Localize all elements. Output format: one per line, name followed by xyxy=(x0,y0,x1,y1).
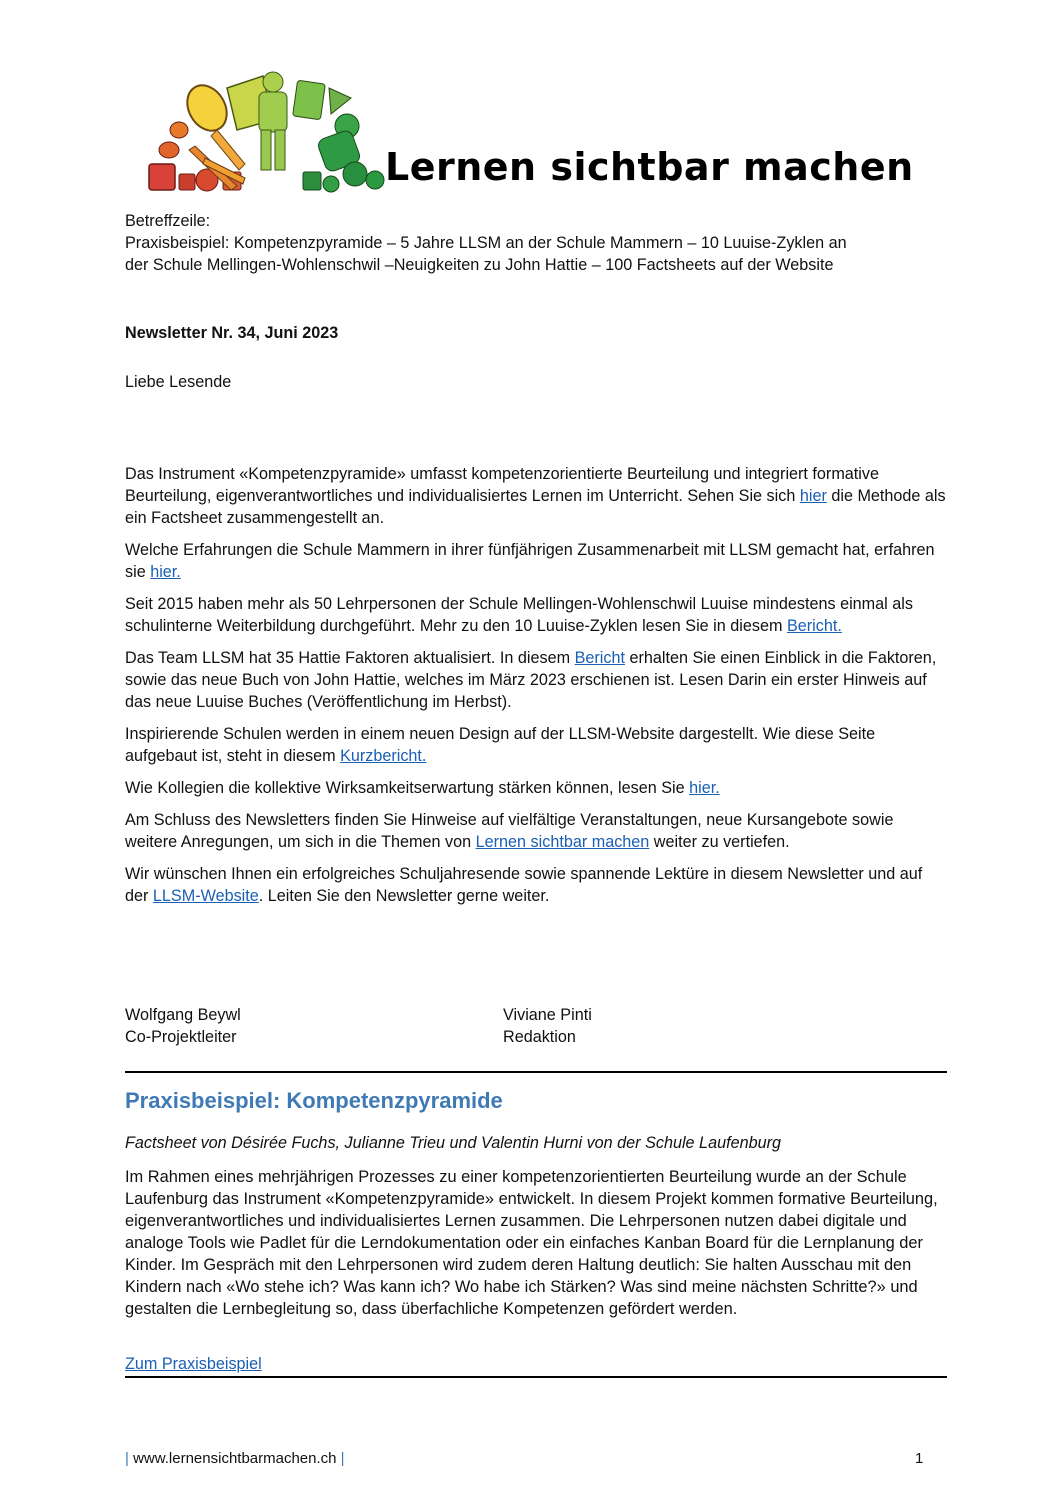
logo-title: Lernen sichtbar machen xyxy=(385,145,914,189)
paragraph-text: weiter zu vertiefen. xyxy=(649,833,790,851)
paragraph-kompetenzpyramide xyxy=(125,463,950,529)
section-divider-bottom xyxy=(125,1376,947,1378)
footer-bar-left: | xyxy=(125,1450,129,1467)
paragraph-veranstaltungen xyxy=(125,809,950,853)
paragraph-hattie xyxy=(125,647,950,713)
paragraph-text: Inspirierende Schulen werden in einem neuen Design auf der LLSM-Website dargestellt. Wie diese Seite aufgebaut ist, steht in diesem xyxy=(125,725,876,765)
logo-illustration-icon xyxy=(145,68,385,196)
paragraph-mammern xyxy=(125,539,950,583)
newsletter-issue: Newsletter Nr. 34, Juni 2023 xyxy=(125,324,339,342)
paragraph-inspirierende-schulen xyxy=(125,723,950,767)
subject-line-2: der Schule Mellingen-Wohlenschwil –Neuigkeiten zu John Hattie – 100 Factsheets auf der Website xyxy=(125,256,834,274)
lernen-sichtbar-machen-link[interactable]: Lernen sichtbar machen xyxy=(475,833,650,851)
paragraph-text: Das Team LLSM hat 35 Hattie Faktoren aktualisiert. In diesem xyxy=(125,649,575,667)
intro-body xyxy=(125,463,950,917)
zum-praxisbeispiel-link[interactable]: Zum Praxisbeispiel xyxy=(125,1355,262,1373)
llsm-website-link[interactable]: LLSM-Website xyxy=(152,887,259,905)
factsheet-link[interactable]: hier xyxy=(799,487,827,505)
subject-label: Betreffzeile: xyxy=(125,212,211,230)
kurzbericht-link[interactable]: Kurzbericht. xyxy=(340,747,427,765)
paragraph-text: Seit 2015 haben mehr als 50 Lehrpersonen der Schule Mellingen-Wohlenschwil Luuise mindestens einmal als schulinterne Weiterbildung durchgeführt. Mehr zu den 10 Luuise-Zyklen lesen Sie in diesem xyxy=(125,595,913,635)
subject-line-1: Praxisbeispiel: Kompetenzpyramide – 5 Jahre LLSM an der Schule Mammern – 10 Luuise-Zyklen an xyxy=(125,234,847,252)
paragraph-text: Wie Kollegien die kollektive Wirksamkeitserwartung stärken können, lesen Sie xyxy=(125,779,690,797)
logo-illustration xyxy=(145,68,385,196)
paragraph-text: Welche Erfahrungen die Schule Mammern in ihrer fünfjährigen Zusammenarbeit mit LLSM gemacht hat, erfahren sie xyxy=(125,541,935,581)
page-number: 1 xyxy=(915,1450,924,1467)
wirksamkeit-link[interactable]: hier. xyxy=(689,779,720,797)
footer-url: www.lernensichtbarmachen.ch xyxy=(128,1450,341,1467)
paragraph-wirksamkeit xyxy=(125,777,950,799)
footer-bar-right: | xyxy=(340,1450,345,1467)
paragraph-luuise xyxy=(125,593,950,637)
signature-pinti xyxy=(503,1004,592,1048)
section-subtitle: Factsheet von Désirée Fuchs, Julianne Trieu und Valentin Hurni von der Schule Laufenburg xyxy=(125,1134,781,1152)
section-divider-top xyxy=(125,1071,947,1073)
hattie-bericht-link[interactable]: Bericht xyxy=(574,649,625,667)
paragraph-text: . Leiten Sie den Newsletter gerne weiter. xyxy=(258,887,550,905)
mammern-link[interactable]: hier. xyxy=(150,563,181,581)
paragraph-text: Wir wünschen Ihnen ein erfolgreiches Schuljahresende sowie spannende Lektüre in diesem Newsletter und auf der xyxy=(125,865,923,905)
paragraph-text: Das Instrument «Kompetenzpyramide» umfasst kompetenzorientierte Beurteilung und integriert formative Beurteilung, eigenverantwortliches und individualisiertes Lernen im Unterricht. Sehen Sie sich xyxy=(125,465,879,505)
signature-name: Viviane Pinti xyxy=(503,1006,592,1024)
section-title: Praxisbeispiel: Kompetenzpyramide xyxy=(125,1088,503,1113)
signature-beywl xyxy=(125,1004,241,1048)
paragraph-closing xyxy=(125,863,950,907)
subject-block xyxy=(125,210,950,276)
paragraph-text: die Methode als ein Factsheet zusammengestellt an. xyxy=(125,487,946,527)
luuise-bericht-link[interactable]: Bericht. xyxy=(786,617,842,635)
signature-role: Redaktion xyxy=(503,1028,576,1046)
signature-name: Wolfgang Beywl xyxy=(125,1006,241,1024)
paragraph-text: Am Schluss des Newsletters finden Sie Hinweise auf vielfältige Veranstaltungen, neue Kursangebote sowie weitere Anregungen, um sich in die Themen von xyxy=(125,811,894,851)
section-body: Im Rahmen eines mehrjährigen Prozesses zu einer kompetenzorientierten Beurteilung wurde an der Schule Laufenburg das Instrument «Kompetenzpyramide» entwickelt. In diesem Projekt kommen formative Beurteilung, eigenverantwortliches und individualisiertes Lernen zusammen. Die Lehrpersonen nutzen dabei digitale und analoge Tools wie Padlet für die Lerndokumentation oder ein einfaches Kanban Board für die Lernplanung der Kinder. Im Gespräch mit den Lehrpersonen wird zudem deren Haltung deutlich: Sie halten Ausschau mit den Kindern nach «Wo stehe ich? Was kann ich? Wo habe ich Stärken? Was sind meine nächsten Schritte?» und gestalten die Lernbegleitung so, dass überfachliche Kompetenzen gefördert werden. xyxy=(125,1168,938,1318)
footer xyxy=(125,1450,925,1467)
signature-role: Co-Projektleiter xyxy=(125,1028,237,1046)
paragraph-text: erhalten Sie einen Einblick in die Faktoren, sowie das neue Buch von John Hattie, welches im März 2023 erschienen ist. Lesen Darin ein erster Hinweis auf das neue Luuise Buches (Veröffentlichung im Herbst). xyxy=(125,649,937,711)
greeting: Liebe Lesende xyxy=(125,373,232,391)
